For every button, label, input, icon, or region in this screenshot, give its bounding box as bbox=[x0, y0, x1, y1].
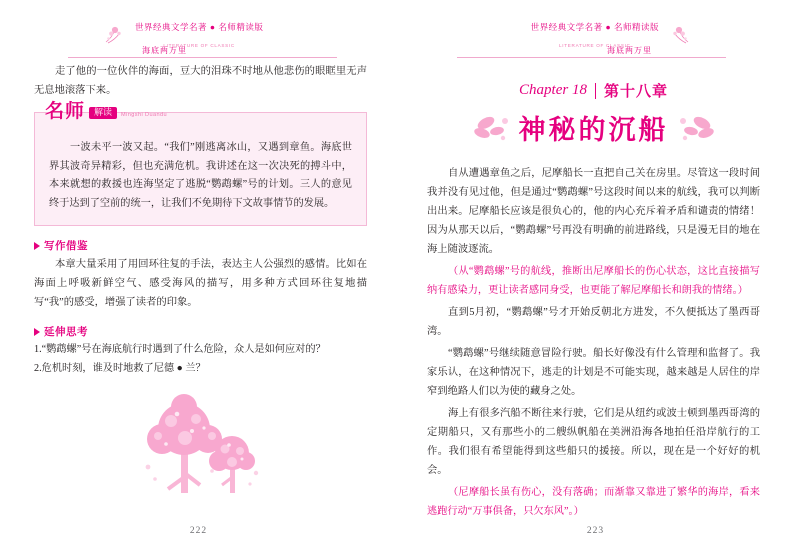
header-rule-right bbox=[457, 57, 726, 58]
chapter-number-cn: 第十八章 bbox=[603, 84, 668, 100]
right-paragraph-1: 自从遭遇章鱼之后，尼摩船长一直把自己关在房里。尽管这一段时间我并没有见过他，但是通过“鹦鹉螺”号这段时间以来的航线，我可以判断出出来。尼摩船长应该是很负心的，他的内心充斥着矛盾和谴责的情绪！因为从那天以后，“鹦鹉螺”号再没有明确的前进路线，只是漫无目的地在海上随波逐流。 bbox=[427, 168, 760, 255]
teacher-note-badge-en: Mingshi Duandu bbox=[121, 112, 168, 118]
section-heading-writing bbox=[34, 238, 367, 253]
tree-illustration bbox=[124, 381, 274, 506]
running-head-right bbox=[427, 0, 760, 62]
thinking-question-2: 2.危机时刻，谁及时地救了尼德 ● 兰？ bbox=[34, 362, 206, 374]
right-paragraph-3: “鹦鹉螺”号继续随意冒险行驶。船长好像没有什么管理和监督了。我家乐认，在这种情况下，逃走的计划是不可能实现，越来越是人居住的岸窄到绝路人们以为使的藏身之处。 bbox=[427, 348, 760, 397]
running-head-chapter-label-right: 海底两万里 bbox=[607, 46, 652, 55]
leaf-right-icon bbox=[675, 111, 715, 150]
chapter-title: 神秘的沉船 bbox=[518, 115, 669, 145]
writing-reference-paragraph: 本章大量采用了用回环往复的手法，表达主人公强烈的感情。比如在海面上呼吸新鲜空气、感受海风的描写，用多种方式回环往复地描写“我”的感受，增强了读者的印象。 bbox=[34, 259, 367, 308]
teacher-note-box bbox=[34, 101, 367, 226]
running-head-title-en: LITERATURE OF CLASSIC bbox=[559, 42, 631, 48]
running-head-title-en: LITERATURE OF CLASSIC bbox=[163, 42, 235, 48]
running-head-left bbox=[34, 0, 367, 62]
chapter-heading bbox=[427, 80, 760, 101]
handwritten-note-2: （尼摩船长虽有伤心，没有落确；而渐靠又靠进了繁华的海岸，看来逃跑行动“万事俱备，只欠东风”。） bbox=[427, 487, 760, 517]
section-heading-writing-label: 写作借鉴 bbox=[44, 241, 88, 252]
teacher-note-text: 一波未平一波又起。“我们”刚逃离冰山，又遇到章鱼。海底世界其波奇异精彩，但也充满危机。我讲述在这一次决死的搏斗中，本来就想的救援也连海坚定了逃脱“鹦鹉螺”号的计划。三人的意见终于达到了空前的统一，让我们不免期待下文故事情节的发展。 bbox=[49, 142, 352, 209]
chapter-divider bbox=[595, 83, 596, 99]
teacher-note-badge-cn: 名师 bbox=[45, 101, 86, 122]
handwritten-note-1: （从“鹦鹉螺”号的航线，推断出尼摩船长的伤心状态，这比直接描写纳有感染力，更让读者感同身受，也更能了解尼摩船长和朗我的情绪。） bbox=[427, 266, 760, 296]
page-number-left: 222 bbox=[189, 526, 208, 536]
section-heading-thinking bbox=[34, 324, 367, 339]
running-head-title-cn: 世界经典文学名著 ● 名师精读版 bbox=[135, 22, 264, 32]
teacher-note-badge bbox=[45, 102, 167, 121]
triangle-bullet-icon bbox=[34, 328, 40, 336]
thinking-question-1: 1.“鹦鹉螺”号在海底航行时遇到了什么危险，众人是如何应对的？ bbox=[34, 344, 326, 355]
triangle-bullet-icon bbox=[34, 242, 40, 250]
leaf-left-icon bbox=[473, 111, 513, 150]
section-heading-thinking-label: 延伸思考 bbox=[44, 327, 88, 338]
flower-icon bbox=[104, 25, 130, 45]
running-head-chapter-label-left: 海底两万里 bbox=[142, 46, 187, 55]
chapter-title-row bbox=[427, 111, 760, 150]
left-opening-paragraph: 走了他的一位伙伴的海面，豆大的泪珠不时地从他悲伤的眼眶里无声无息地滚落下来。 bbox=[34, 66, 367, 96]
flower-icon bbox=[664, 25, 690, 45]
right-paragraph-4: 海上有很多汽船不断往来行驶，它们是从纽约或波士顿到墨西哥湾的定期船只，又有那些小的二艘纵帆船在美洲沿海各地拍任沿岸航行的工作。我们很有希望能得到这些船只的援接。所以，现在是一个好好的机会。 bbox=[427, 408, 760, 476]
header-rule-left bbox=[68, 57, 337, 58]
running-head-title-cn: 世界经典文学名著 ● 名师精读版 bbox=[530, 22, 659, 32]
page-number-right: 223 bbox=[586, 526, 605, 536]
right-paragraph-2: 直到5月初，“鹦鹉螺”号才开始反朝北方进发，不久便抵达了墨西哥湾。 bbox=[427, 307, 760, 337]
teacher-note-badge-tag: 解读 bbox=[89, 107, 117, 119]
chapter-number-en: Chapter 18 bbox=[519, 82, 587, 98]
right-page bbox=[397, 0, 794, 552]
